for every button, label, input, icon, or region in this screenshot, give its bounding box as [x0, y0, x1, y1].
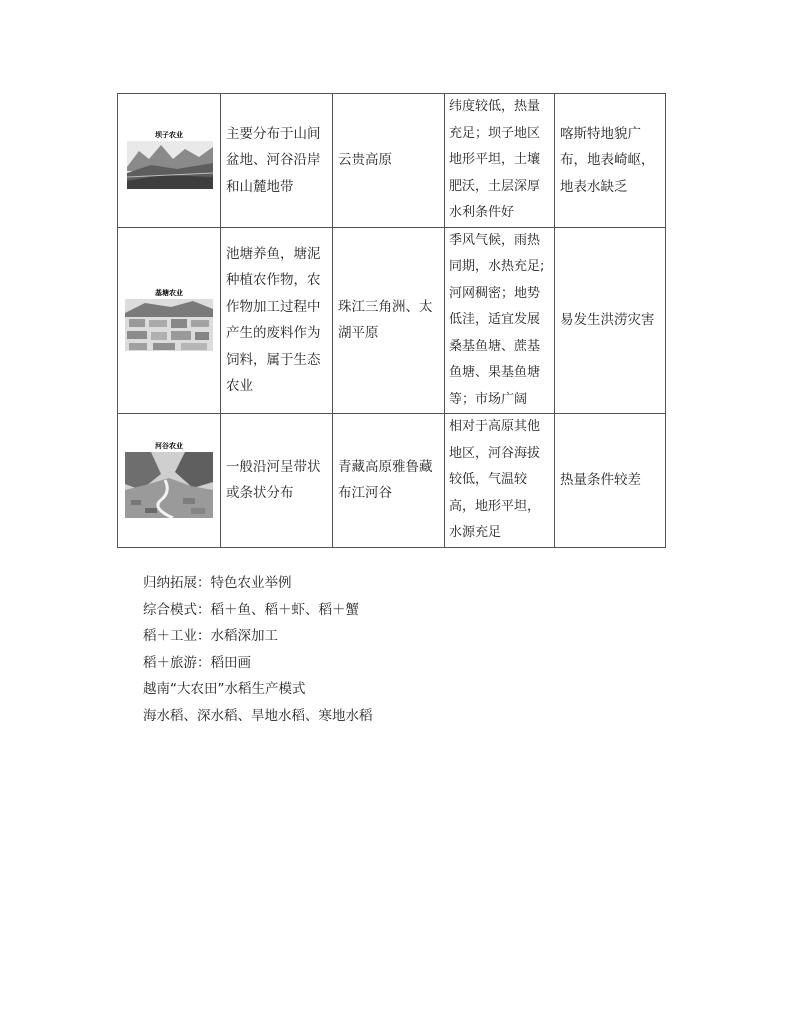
agriculture-table: [117, 93, 666, 548]
image-cell: [118, 94, 221, 228]
jitang-agriculture-image: [121, 287, 217, 353]
note-line: 海水稻、深水稻、旱地水稻、寒地水稻: [143, 707, 373, 724]
limitations-cell: 喀斯特地貌广布，地表崎岖，地表水缺乏: [555, 94, 666, 228]
region-cell: 珠江三角洲、太湖平原: [333, 227, 445, 414]
limitations-cell: 易发生洪涝灾害: [555, 227, 666, 414]
limitations-cell: 热量条件较差: [555, 414, 666, 548]
advantages-cell: 纬度较低，热量充足；坝子地区地形平坦，土壤肥沃，土层深厚水利条件好: [445, 94, 555, 228]
hegu-agriculture-image: [121, 440, 217, 520]
note-line: 综合模式：稻＋鱼、稻＋虾、稻＋蟹: [143, 601, 359, 618]
image-caption: 河谷农业: [155, 441, 183, 451]
region-cell: 青藏高原雅鲁藏布江河谷: [333, 414, 445, 548]
region-cell: 云贵高原: [333, 94, 445, 228]
notes-section: [143, 570, 373, 729]
table-row: [118, 94, 666, 228]
note-line: 稻＋工业：水稻深加工: [143, 628, 278, 644]
table-row: [118, 414, 666, 548]
note-line: 越南“大农田”水稻生产模式: [143, 681, 306, 697]
advantages-cell: 相对于高原其他地区，河谷海拔较低，气温较高，地形平坦，水源充足: [445, 414, 555, 548]
image-caption: 基塘农业: [155, 288, 183, 298]
note-line: 稻＋旅游：稻田画: [143, 654, 251, 671]
notes-heading: 归纳拓展：特色农业举例: [143, 575, 292, 591]
distribution-cell: 主要分布于山间盆地、河谷沿岸和山麓地带: [221, 94, 333, 228]
distribution-cell: 池塘养鱼，塘泥种植农作物，农作物加工过程中产生的废料作为饲料，属于生态农业: [221, 227, 333, 414]
image-cell: [118, 414, 221, 548]
image-caption: 坝子农业: [155, 130, 183, 140]
table-row: [118, 227, 666, 414]
distribution-cell: 一般沿河呈带状或条状分布: [221, 414, 333, 548]
bazi-agriculture-image: [121, 129, 217, 191]
image-cell: [118, 227, 221, 414]
advantages-cell: 季风气候，雨热同期，水热充足;河网稠密；地势低洼，适宜发展桑基鱼塘、蔗基鱼塘、果基鱼塘等；市场广阔: [445, 227, 555, 414]
